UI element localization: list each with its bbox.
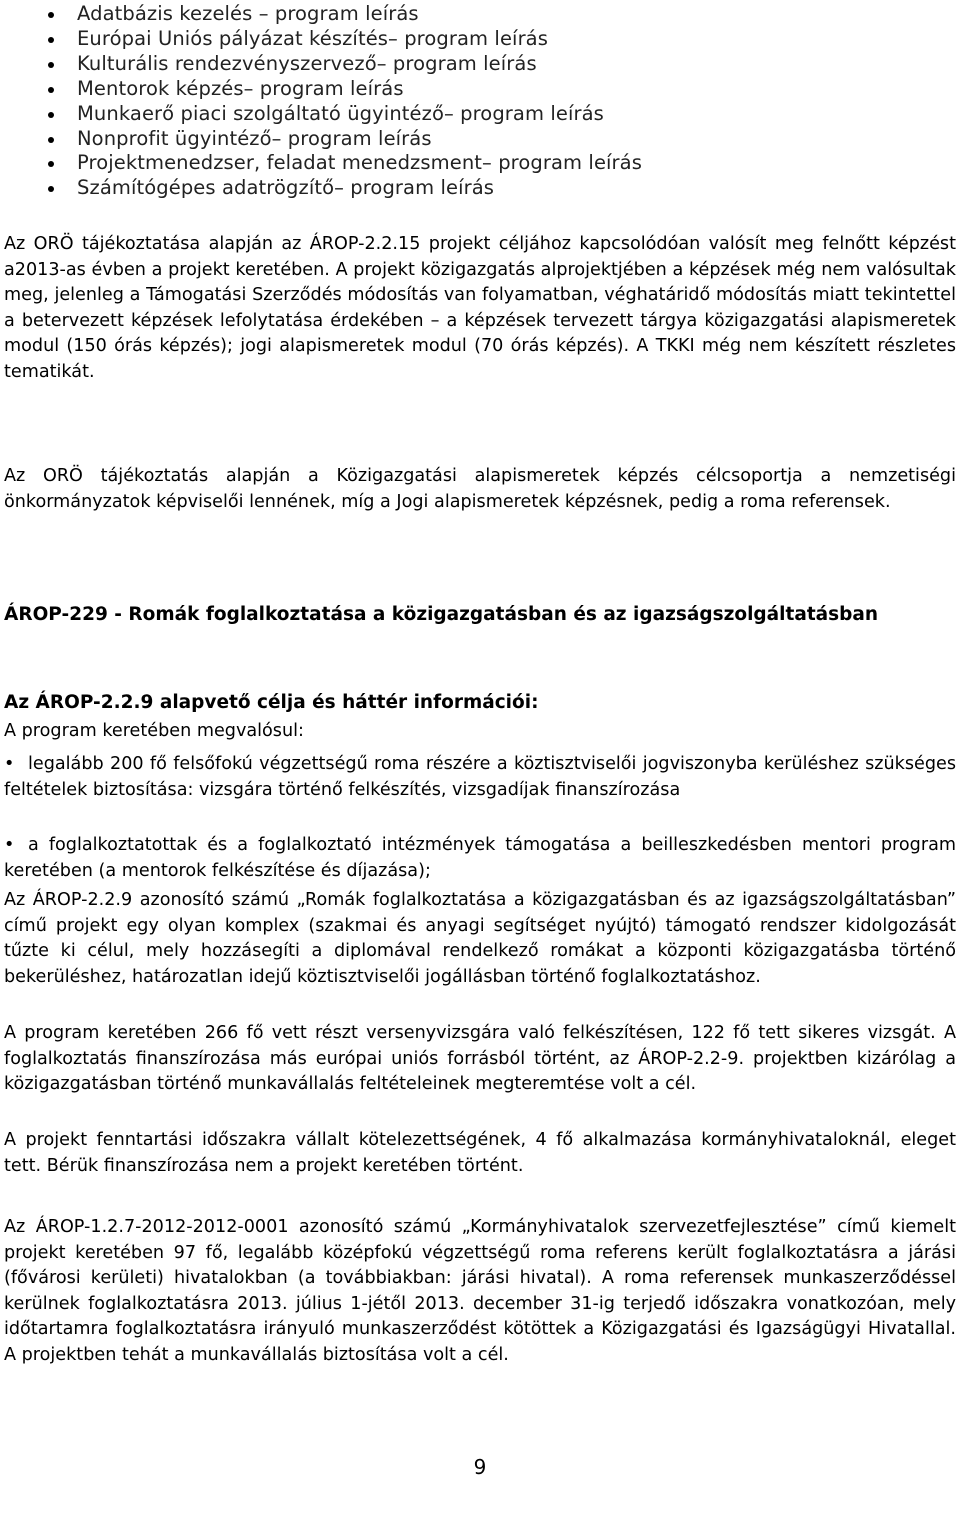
intro-line: A program keretében megvalósul: [4,721,304,741]
section-heading: ÁROP-229 - Romák foglalkoztatása a közigazgatásban és az igazságszolgáltatásban [4,604,879,625]
paragraph-sustainability: A projekt fenntartási időszakra vállalt kötelezettségének, 4 fő alkalmazása kormányhivataloknál, eleget tett. Bérük finanszírozása nem a projekt keretében történt. [4,1130,956,1176]
bullet-text: legalább 200 fő felsőfokú végzettségű roma részére a köztisztviselői jogviszonyba kerüléshez szükséges feltételek biztosítása: vizsgára történő felkészítés, vizsgadíjak finanszírozása [4,754,956,800]
list-item: Nonprofit ügyintéző– program leírás [4,127,956,152]
list-item: Adatbázis kezelés – program leírás [4,2,956,27]
bullet-item [4,833,956,884]
paragraph-orö-training: Az ORÖ tájékoztatása alapján az ÁROP-2.2.15 projekt céljához kapcsolódóan valósít meg felnőtt képzést a2013-as évben a projekt keretében. A projekt közigazgatás alprojektjében a képzések még nem valósultak meg, jelenleg a Támogatási Szerződés módosítás van folyamatban, véghatáridő módosítás miatt tekintettel a betervezett képzések lefolytatása érdekében – a képzések tervezett tárgya közigazgatási alapismeretek modul (150 órás képzés); jogi alapismeretek modul (70 órás képzés). A TKKI még nem készített részletes tematikát. [4,234,956,382]
subsection-heading: Az ÁROP-2.2.9 alapvető célja és háttér információi: [4,692,539,713]
bullet-icon: • [4,754,15,774]
paragraph-target-groups: Az ORÖ tájékoztatás alapján a Közigazgatási alapismeretek képzés célcsoportja a nemzetiségi önkormányzatok képviselői lennének, míg a Jogi alapismeretek képzésnek, pedig a roma referensek. [4,466,956,512]
bullet-item [4,752,956,803]
list-item: Számítógépes adatrögzítő– program leírás [4,176,956,201]
paragraph-project-description: Az ÁROP-2.2.9 azonosító számú „Romák foglalkoztatása a közigazgatásban és az igazságszolgáltatásban” című projekt egy olyan komplex (szakmai és anyagi segítséget nyújtó) támogató rendszer kidolgozását tűzte ki célul, mely hozzásegíti a diplomával rendelkező romákat a központi közigazgatásba történő bekerüléshez, határozatlan idejű köztisztviselői jogállásban történő foglalkoztatáshoz. [4,890,956,987]
paragraph-program-results: A program keretében 266 fő vett részt versenyvizsgára való felkészítésen, 122 fő tett sikeres vizsgát. A foglalkoztatás finanszírozása más európai uniós forrásból történt, az ÁROP-2.2-9. projektben kizárólag a közigazgatásban történő munkavállalás feltételeinek megteremtése volt a cél. [4,1023,956,1094]
list-item: Kulturális rendezvényszervező– program leírás [4,52,956,77]
bullet-icon: • [4,835,15,855]
page-number: 9 [473,1455,487,1479]
paragraph-kormanyhivatalok: Az ÁROP-1.2.7-2012-2012-0001 azonosító számú „Kormányhivatalok szervezetfejlesztése” című kiemelt projekt keretében 97 fő, legalább középfokú végzettségű roma referens került foglalkoztatásra a járási (fővárosi kerületi) hivatalokban (a továbbiakban: járási hivatal). A roma referensek munkaszerződéssel kerülnek foglalkoztatásra 2013. július 1-jétől 2013. december 31-ig terjedő időszakra vonatkozóan, mely időtartamra foglalkoztatásra irányuló munkaszerződést kötöttek a Közigazgatási és Igazságügyi Hivatallal. A projektben tehát a munkavállalás biztosítása volt a cél. [4,1217,956,1365]
bullet-text: a foglalkoztatottak és a foglalkoztató intézmények támogatása a beilleszkedésben mentori program keretében (a mentorok felkészítése és díjazása); [4,835,956,881]
program-list [4,2,956,201]
list-item: Projektmenedzser, feladat menedzsment– program leírás [4,151,956,176]
list-item: Munkaerő piaci szolgáltató ügyintéző– program leírás [4,102,956,127]
list-item: Mentorok képzés– program leírás [4,77,956,102]
list-item: Európai Uniós pályázat készítés– program leírás [4,27,956,52]
